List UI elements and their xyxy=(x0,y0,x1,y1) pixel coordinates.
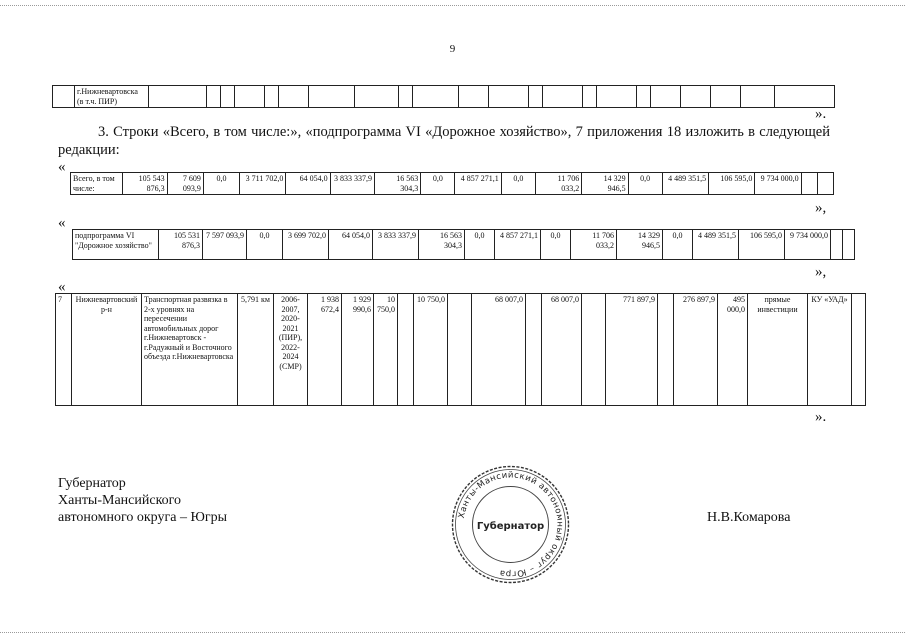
row7-object: Транспортная развязка в 2-х уровнях на пересечении автомобильных дорог г.Нижневартовск - г.Радужный и Восточного объезда г.Нижневартовска xyxy=(142,294,238,406)
total-val: 4 857 271,1 xyxy=(455,173,501,195)
table-row-total xyxy=(70,172,834,195)
signature-position xyxy=(58,475,227,526)
top-object-cell: г.Нижневартовска (в т.ч. ПИР) xyxy=(75,86,149,108)
close-quote-top: ». xyxy=(815,106,827,122)
sub-val: 0,0 xyxy=(465,230,495,260)
open-quote-1: « xyxy=(58,159,66,175)
total-val: 9 734 000,0 xyxy=(755,173,801,195)
top-empty-cell xyxy=(53,86,75,108)
table-row-7 xyxy=(55,293,866,406)
row7-val: 68 007,0 xyxy=(542,294,582,406)
row7-years: 2006-2007, 2020-2021 (ПИР), 2022-2024 (СМР) xyxy=(274,294,308,406)
row7-val: 276 897,9 xyxy=(674,294,718,406)
total-val: 11 706 033,2 xyxy=(535,173,581,195)
row7-customer: КУ «УАД» xyxy=(808,294,852,406)
row7-val: 1 938 672,4 xyxy=(308,294,342,406)
row7-capacity: 5,791 км xyxy=(238,294,274,406)
sub-val: 0,0 xyxy=(247,230,283,260)
position-line: Ханты-Мансийского xyxy=(58,493,182,508)
sub-val: 0,0 xyxy=(663,230,693,260)
sub-val: 14 329 946,5 xyxy=(617,230,663,260)
stamp-center-text: Губернатор xyxy=(476,521,545,532)
position-line: автономного округа – Югры xyxy=(58,510,227,525)
amendment-paragraph xyxy=(58,123,830,159)
close-dot-3: ». xyxy=(815,409,827,425)
subprogram-label: подпрограмма VI "Дорожное хозяйство" xyxy=(73,230,159,260)
row7-val: 10 750,0 xyxy=(374,294,398,406)
row7-val: 1 929 990,6 xyxy=(342,294,374,406)
sub-val: 3 699 702,0 xyxy=(283,230,329,260)
stamp-ring-text: Ханты-Мансийский автономный округ – Югра xyxy=(456,470,565,579)
total-val: 0,0 xyxy=(628,173,662,195)
sub-val: 3 833 337,9 xyxy=(373,230,419,260)
row7-val: 10 750,0 xyxy=(414,294,448,406)
sub-val: 0,0 xyxy=(541,230,571,260)
table-row-subprogram xyxy=(72,229,855,260)
total-val: 106 595,0 xyxy=(709,173,755,195)
official-seal-stamp xyxy=(448,462,573,587)
position-line: Губернатор xyxy=(58,476,126,491)
row7-val: 68 007,0 xyxy=(472,294,526,406)
signatory-name: Н.В.Комарова xyxy=(707,510,791,525)
row7-val: 495 000,0 xyxy=(718,294,748,406)
total-val: 0,0 xyxy=(203,173,239,195)
total-val: 7 609 093,9 xyxy=(167,173,203,195)
sub-val: 7 597 093,9 xyxy=(203,230,247,260)
sub-val: 106 595,0 xyxy=(739,230,785,260)
sub-val: 4 489 351,5 xyxy=(693,230,739,260)
total-val: 14 329 946,5 xyxy=(582,173,628,195)
page-number: 9 xyxy=(449,43,456,55)
total-val: 3 711 702,0 xyxy=(240,173,286,195)
close-comma-1: », xyxy=(815,200,827,216)
row7-val: 771 897,9 xyxy=(606,294,658,406)
total-label: Всего, в том числе: xyxy=(71,173,123,195)
top-table-fragment xyxy=(52,85,835,108)
sub-val: 64 054,0 xyxy=(329,230,373,260)
scan-border-top xyxy=(0,5,905,7)
sub-val: 105 531 876,3 xyxy=(159,230,203,260)
total-val: 4 489 351,5 xyxy=(662,173,708,195)
total-val: 16 563 304,3 xyxy=(374,173,420,195)
row7-district: Нижневартовский р-н xyxy=(72,294,142,406)
amendment-text: 3. Строки «Всего, в том числе:», «подпрограмма VI «Дорожное хозяйство», 7 приложения 18 изложить в следующей редакции: xyxy=(58,124,830,158)
row7-form: прямые инвестиции xyxy=(748,294,808,406)
total-val: 0,0 xyxy=(501,173,535,195)
sub-val: 4 857 271,1 xyxy=(495,230,541,260)
total-val: 3 833 337,9 xyxy=(330,173,374,195)
sub-val: 9 734 000,0 xyxy=(785,230,831,260)
close-comma-2: », xyxy=(815,264,827,280)
sub-val: 16 563 304,3 xyxy=(419,230,465,260)
sub-val: 11 706 033,2 xyxy=(571,230,617,260)
scan-border-bottom xyxy=(0,632,905,634)
row7-num: 7 xyxy=(56,294,72,406)
total-val: 64 054,0 xyxy=(286,173,330,195)
total-val: 105 543 876,3 xyxy=(123,173,167,195)
open-quote-2: « xyxy=(58,215,66,231)
open-quote-3: « xyxy=(58,279,66,295)
total-val: 0,0 xyxy=(421,173,455,195)
